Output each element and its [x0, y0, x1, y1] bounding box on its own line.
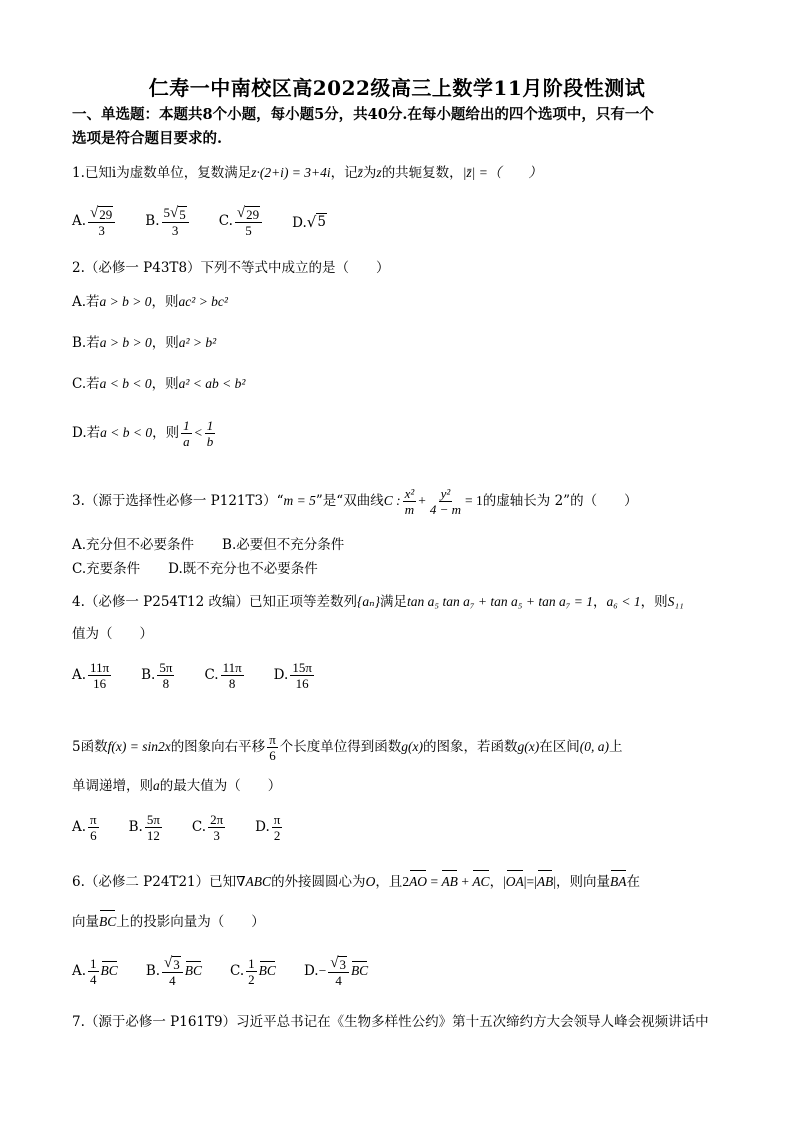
- frac-num: π: [90, 812, 97, 827]
- q2-text: A.若: [72, 294, 100, 310]
- frac-num: [162, 955, 183, 973]
- sqrt: [330, 956, 347, 972]
- frac-num: [328, 955, 349, 973]
- frac-den: 16: [295, 676, 309, 691]
- q6-bar: |: [553, 874, 557, 889]
- q6-text: 上的投影向量为（ ）: [116, 914, 265, 930]
- frac-num: [235, 205, 262, 223]
- q2-frac: [205, 418, 216, 449]
- fraction: [235, 205, 262, 238]
- frac-numerator: [164, 205, 187, 220]
- q6-option-d: [304, 955, 368, 988]
- exam-title: 仁寿一中南校区高2022级高三上数学11月阶段性测试: [148, 76, 646, 100]
- q4-option-b: [141, 660, 176, 691]
- q1-option-a: [72, 205, 117, 238]
- option-vector: BC: [258, 963, 276, 978]
- q6-op: =: [427, 874, 442, 889]
- q5-text: 的图象，若函数: [423, 739, 518, 755]
- q6-vector: AB: [537, 872, 554, 892]
- option-label: B.: [141, 667, 156, 683]
- q6-text: 在: [626, 874, 641, 890]
- q4-option-c: [204, 660, 245, 691]
- q6-stem-line2: [72, 912, 265, 932]
- fraction: [88, 956, 99, 987]
- fraction: [272, 812, 283, 843]
- q5-option-c: [192, 812, 227, 843]
- option-label: A.: [72, 213, 87, 229]
- q6-text: 6.（必修二 P24T21）已知: [72, 874, 237, 890]
- q4-text: 满足: [380, 594, 408, 610]
- frac-den: 6: [90, 828, 97, 843]
- fraction: [88, 205, 115, 238]
- sqrt: [164, 956, 181, 972]
- q2-text: ，则: [151, 294, 179, 310]
- q4-cond2: a₆ < 1: [606, 594, 641, 609]
- q6-op: +: [457, 874, 473, 889]
- frac-num: x²: [404, 486, 415, 501]
- frac-num: y²: [440, 486, 451, 501]
- q6-option-a: [72, 956, 118, 987]
- q5-interval: (0, a): [579, 739, 609, 754]
- q6-text: 的外接圆圆心为: [271, 874, 366, 890]
- q4-seq: {aₙ}: [357, 594, 381, 609]
- frac-numerator: [164, 955, 181, 970]
- q1-text: ，记: [330, 165, 358, 181]
- q2-option-a: [72, 292, 228, 312]
- q3-text: 3.（源于选择性必修一 P121T3）“: [72, 493, 284, 509]
- option-sign: −: [318, 963, 327, 978]
- sqrt: [307, 213, 327, 231]
- frac-den: 4: [335, 973, 342, 988]
- fraction: [145, 812, 162, 843]
- frac-den: b: [206, 434, 214, 449]
- q5-option-d: [255, 812, 284, 843]
- sqrt: [237, 206, 260, 222]
- option-vector: BC: [184, 963, 203, 978]
- frac-den: 4 − m: [429, 502, 462, 517]
- q3-frac: [403, 486, 417, 517]
- fraction: [157, 660, 174, 691]
- frac-num: π: [273, 812, 281, 827]
- radicand: 5: [179, 207, 186, 222]
- q6-options: [72, 955, 396, 988]
- q6-vector: AC: [472, 872, 489, 892]
- q3-eq: = 1: [465, 493, 483, 508]
- q5-text: 5函数: [72, 739, 108, 755]
- sqrt: [170, 206, 187, 222]
- q3-frac: [428, 486, 463, 517]
- radicand: 29: [246, 207, 260, 222]
- q2-option-b: [72, 333, 216, 353]
- q2-text: ，则: [151, 376, 179, 392]
- q6-text: 向量: [72, 914, 99, 930]
- q2-cond: a < b < 0: [100, 425, 153, 440]
- q3-curve: C :: [383, 493, 401, 508]
- q1-option-c: [219, 205, 264, 238]
- fraction: [328, 955, 349, 988]
- q2-text: C.若: [72, 376, 100, 392]
- q3-option-a: A.充分但不必要条件: [72, 536, 195, 553]
- sqrt-sign: √: [90, 205, 99, 221]
- q6-vector: BC: [99, 912, 116, 932]
- q6-vector: AO: [409, 872, 427, 892]
- q2-text: D.若: [72, 425, 101, 441]
- q3-options-row2: [72, 558, 346, 579]
- q7-stem: 7.（源于必修一 P161T9）习近平总书记在《生物多样性公约》第十五次缔约方大会领导人峰会视频讲话中: [72, 1014, 709, 1030]
- coef: 5: [163, 205, 170, 220]
- q2-text: B.若: [72, 335, 100, 351]
- q5-option-a: [72, 812, 101, 843]
- q6-vector: OA: [506, 872, 524, 892]
- q5-func: g(x): [401, 739, 423, 754]
- q6-stem: [72, 872, 640, 892]
- q2-cond: a < b < 0: [99, 376, 152, 391]
- frac-den: 16: [93, 676, 107, 691]
- q6-coef: 2: [402, 874, 410, 889]
- sqrt-sign: √: [170, 205, 179, 221]
- q2-result: a² > b²: [178, 335, 217, 350]
- option-label: D.: [273, 667, 289, 683]
- q3-text: ”是“双曲线: [315, 493, 384, 509]
- q1-text: 为: [362, 165, 377, 181]
- q6-bar: |: [503, 874, 506, 889]
- q2-cond: a > b > 0: [99, 294, 152, 309]
- q6-text: ，则向量: [556, 874, 611, 890]
- fraction: [88, 660, 111, 691]
- q2-text: ，则: [152, 425, 180, 441]
- frac-num: 1: [206, 418, 214, 433]
- q6-text: ，且: [375, 874, 403, 890]
- radicand: 29: [99, 207, 113, 222]
- q6-text: ，: [489, 874, 504, 890]
- frac-num: 5π: [146, 812, 160, 827]
- frac-den: a: [183, 434, 190, 449]
- q4-sum: S₁₁: [667, 594, 684, 609]
- option-label: D.: [292, 214, 307, 231]
- radicand: 3: [339, 957, 346, 972]
- q5-text: 单调递增，则: [72, 778, 153, 794]
- q6-center: O: [365, 874, 376, 889]
- q1-text: 的共轭复数，: [381, 165, 463, 181]
- option-label: B.: [145, 213, 160, 229]
- q6-vector: BA: [610, 872, 627, 892]
- q4-stem-line2: 值为（ ）: [72, 626, 153, 642]
- q1-option-b: [145, 205, 190, 238]
- fraction: [162, 955, 183, 988]
- frac-den: 12: [146, 828, 160, 843]
- q2-result: ac² > bc²: [178, 294, 228, 309]
- option-vector: BC: [100, 963, 118, 978]
- option-label: A.: [72, 819, 87, 835]
- q1-z: z: [376, 165, 382, 180]
- frac-den: 2: [273, 828, 281, 843]
- sqrt-sign: √: [164, 955, 173, 971]
- frac-num: 5π: [159, 660, 173, 675]
- q5-options: [72, 812, 312, 843]
- sqrt-sign: √: [330, 955, 339, 971]
- q5-stem-line2: [72, 776, 281, 796]
- q5-func: f(x) = sin2x: [107, 739, 171, 754]
- q3-stem: [72, 486, 638, 517]
- frac-num: 1: [90, 956, 97, 971]
- frac-num: [162, 205, 189, 223]
- q2-frac: [181, 418, 192, 449]
- q5-func: g(x): [517, 739, 540, 754]
- fraction: [88, 812, 99, 843]
- frac-numerator: [90, 205, 113, 220]
- q1-expr: z·(2+i) = 3+4i: [251, 165, 331, 180]
- radicand: 5: [317, 213, 326, 230]
- sqrt: [90, 206, 113, 222]
- frac-num: 11π: [90, 660, 110, 675]
- q4-option-d: [274, 660, 316, 691]
- q5-var: a: [153, 778, 160, 793]
- q5-text: 上: [608, 739, 623, 755]
- q6-triangle: ∇ABC: [236, 874, 272, 889]
- frac-den: 4: [90, 972, 97, 987]
- q3-option-d: D.既不充分也不必要条件: [168, 560, 318, 577]
- section-heading-line1: 一、单选题：本题共8个小题，每小题5分，共40分.在每小题给出的四个选项中，只有一个: [72, 106, 654, 123]
- q3-cond: m = 5: [283, 493, 316, 508]
- frac-den: 8: [162, 676, 170, 691]
- option-label: A.: [72, 963, 87, 979]
- q1-options: [72, 205, 355, 238]
- frac-den: 8: [228, 676, 236, 691]
- frac-den: 4: [169, 973, 176, 988]
- frac-num: 11π: [222, 660, 242, 675]
- sqrt-sign: √: [236, 205, 246, 221]
- frac-den: m: [404, 502, 415, 517]
- q4-option-a: [72, 660, 113, 691]
- q2-option-c: [72, 374, 245, 394]
- frac-num: 1: [248, 956, 255, 971]
- q5-stem: [72, 732, 622, 763]
- q4-text: ，则: [640, 594, 668, 610]
- option-label: D.: [255, 819, 270, 835]
- option-vector: BC: [350, 963, 369, 978]
- q5-text: 在区间: [539, 739, 580, 755]
- radicand: 3: [173, 957, 180, 972]
- q1-conj: z̄: [357, 165, 363, 180]
- q4-text: 4.（必修一 P254T12 改编）已知正项等差数列: [72, 594, 357, 610]
- q2-text: ，则: [151, 335, 179, 351]
- frac-den: 2: [248, 972, 255, 987]
- q5-option-b: [129, 812, 164, 843]
- q4-options: [72, 660, 344, 691]
- q1-stem: [72, 163, 542, 183]
- option-label: C.: [218, 213, 233, 229]
- frac-num: 2π: [210, 812, 224, 827]
- frac-den: 3: [98, 223, 105, 238]
- frac-den: 5: [245, 223, 252, 238]
- option-label: C.: [230, 963, 245, 979]
- q3-option-b: B.必要但不充分条件: [222, 536, 345, 553]
- frac-numerator: [237, 205, 260, 220]
- fraction: [208, 812, 225, 843]
- q6-option-c: [230, 956, 276, 987]
- q2-cond: a > b > 0: [99, 335, 152, 350]
- q5-text: 的最大值为（ ）: [159, 778, 282, 794]
- frac-den: 3: [213, 828, 220, 843]
- option-label: D.: [303, 963, 319, 979]
- option-label: B.: [145, 963, 161, 979]
- q4-stem: [72, 592, 684, 612]
- q1-abs: |z̄| =（ ）: [462, 165, 542, 180]
- q6-bar: |=|: [523, 874, 537, 889]
- q5-text: 个长度单位得到函数: [279, 739, 402, 755]
- option-label: C.: [191, 819, 207, 835]
- option-label: B.: [128, 819, 143, 835]
- q2-lt: <: [193, 425, 203, 440]
- q3-text: 的虚轴长为 2”的（ ）: [482, 493, 638, 509]
- fraction: [246, 956, 257, 987]
- frac-num: π: [269, 732, 276, 747]
- frac-den: 6: [269, 748, 276, 763]
- q6-option-b: [146, 955, 202, 988]
- option-label: A.: [72, 667, 87, 683]
- sqrt-sign: √: [306, 212, 317, 231]
- fraction: [162, 205, 189, 238]
- option-label: C.: [204, 667, 219, 683]
- frac-den: 3: [171, 223, 179, 238]
- q4-text: ，: [593, 594, 607, 610]
- q3-option-c: C.充要条件: [72, 560, 141, 577]
- q5-text: 的图象向右平移: [170, 739, 266, 755]
- q1-text: 1.已知i为虚数单位，复数满足: [72, 165, 252, 181]
- frac-num: 1: [183, 418, 190, 433]
- frac-numerator: [330, 955, 347, 970]
- fraction: [221, 660, 244, 691]
- q2-stem: 2.（必修一 P43T8）下列不等式中成立的是（ ）: [72, 260, 390, 276]
- frac-num: 15π: [292, 660, 312, 675]
- q3-plus: +: [418, 493, 426, 508]
- frac-num: [88, 205, 115, 223]
- fraction: [290, 660, 314, 691]
- q4-cond: tan a₅ tan a₇ + tan a₅ + tan a₇ = 1: [407, 594, 594, 609]
- q3-options-row1: [72, 534, 372, 555]
- q6-vector: AB: [441, 872, 458, 892]
- section-heading-line2: 选项是符合题目要求的.: [72, 130, 223, 147]
- q1-option-d: [292, 213, 327, 231]
- q2-option-d: [72, 418, 217, 449]
- q2-result: a² < ab < b²: [178, 376, 246, 391]
- q5-frac: [267, 732, 278, 763]
